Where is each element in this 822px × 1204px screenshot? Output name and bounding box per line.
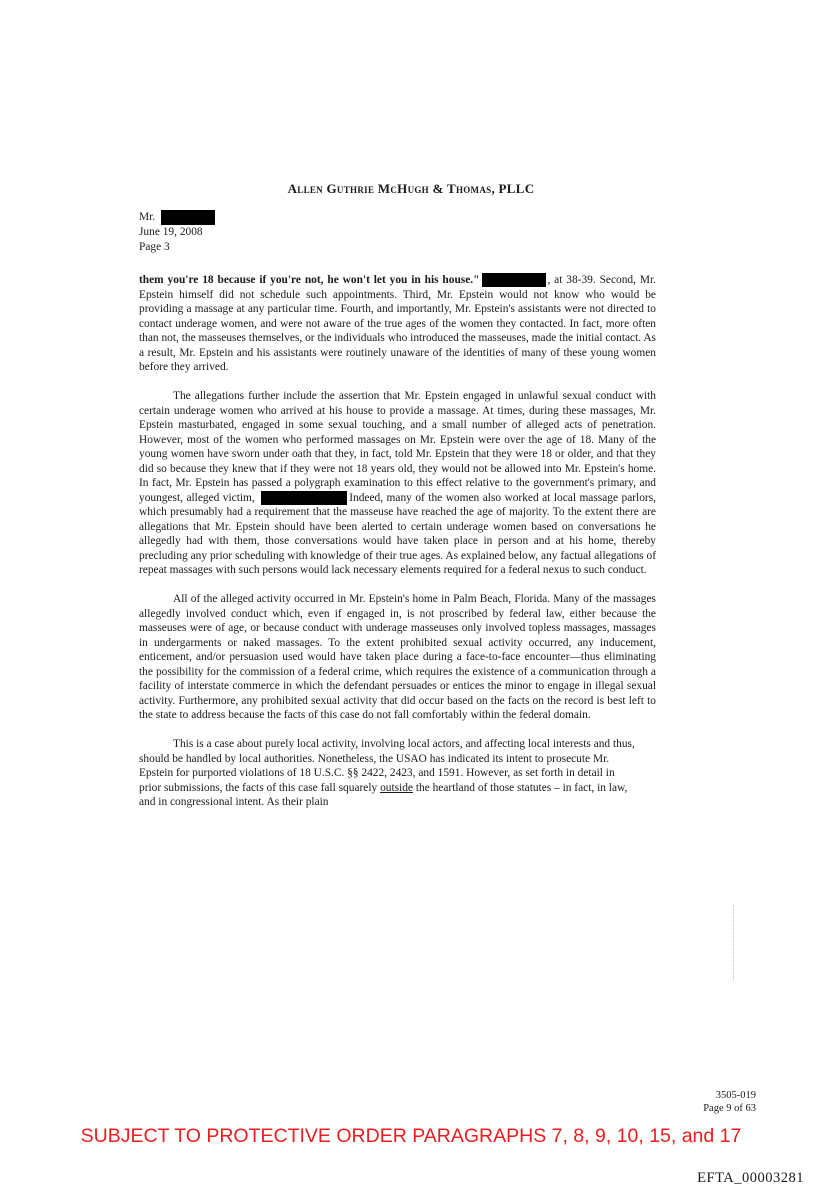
recipient-line xyxy=(139,210,215,225)
redaction-box xyxy=(261,491,347,505)
quoted-statement: them you're 18 because if you're not, he won't let you in his house." xyxy=(139,274,480,286)
paragraph-1-text: Second, Mr. Epstein himself did not schedule such appointments. Third, Mr. Epstein would not know who would be providing a massage at any particular time. Fourth, and importantly, Mr. Epstein's assistants were not directed to contact underage women, and were not aware of the true ages of the women they contacted. In fact, more often than not, the masseuses themselves, or the individuals who introduced the masseuses, made the initial contact. As a result, Mr. Epstein and his assistants were routinely unaware of the identities of many of these young women before they arrived. xyxy=(139,274,656,373)
paragraph-2-text-a: The allegations further include the assertion that Mr. Epstein engaged in unlawful sexual conduct with certain underage women who arrived at his house to provide a massage. At times, during these massages, Mr. Epstein masturbated, engaged in some sexual touching, and a small number of alleged acts of penetration. However, most of the women who performed massages on Mr. Epstein were over the age of 18. Many of the young women have sworn under oath that they, in fact, told Mr. Epstein that they were 18 or older, and that they did so because they knew that if they were not 18 years old, they would not be allowed into Mr. Epstein's home. In fact, Mr. Epstein has passed a polygraph examination to this effect relative to the government's primary, and youngest, alleged victim, xyxy=(139,390,656,504)
protective-order-notice: SUBJECT TO PROTECTIVE ORDER PARAGRAPHS 7, 8, 9, 10, 15, and 17 xyxy=(80,1125,742,1147)
recipient-salutation: Mr. xyxy=(139,211,156,223)
paragraph-4-text-a: This is a case about purely local activity, involving local actors, and affecting local interests and thus, should be handled by local authorities. Nonetheless, the USAO has indicated its intent to prosecute Mr. Epstein for purported violations of 18 U.S.C. §§ 2422, 2423, and 1591. However, as set forth in detail in prior submissions, the facts of this case fall squarely xyxy=(139,738,635,794)
footer-identifiers xyxy=(703,1090,756,1115)
citation: , at 38-39. xyxy=(547,274,596,286)
page-count: Page 9 of 63 xyxy=(703,1102,756,1114)
paragraph-4 xyxy=(139,737,639,810)
underlined-word: outside xyxy=(380,781,413,794)
paragraph-2-text-b: Indeed, many of the women also worked at local massage parlors, which presumably had a requirement that the masseuse have reached the age of majority. To the extent there are allegations that Mr. Epstein should have been alerted to certain underage women based on conversations he allegedly had with them, those conversations would have taken place in person and at his home, thereby precluding any prior scheduling with knowledge of their true ages. As explained below, any factual allegations of repeat massages with such persons would lack necessary elements required for a federal nexus to such conduct. xyxy=(139,491,656,576)
efta-bates-number: EFTA_00003281 xyxy=(697,1170,804,1186)
address-block xyxy=(139,210,215,255)
paragraph-2 xyxy=(139,389,656,578)
letter-date: June 19, 2008 xyxy=(139,226,203,238)
letter-body xyxy=(139,273,656,824)
scan-artifact-line xyxy=(733,905,735,981)
letterhead: Allen Guthrie McHugh & Thomas, PLLC xyxy=(287,181,535,196)
paragraph-3: All of the alleged activity occurred in Mr. Epstein's home in Palm Beach, Florida. Many of the massages allegedly involved conduct which, even if engaged in, is not proscribed by federal law, either because the masseuses were of age, or because conduct with underage masseuses only involved topless massages, massages in undergarments or naked massages. To the extent prohibited sexual activity occurred, any inducement, enticement, and/or persuasion used would have taken place during a face-to-face encounter—thus eliminating the possibility for the commission of a federal crime, which requires the existence of a communication through a facility of interstate commerce in which the defendant persuades or entices the minor to engage in illegal sexual activity. Furthermore, any prohibited sexual activity that did occur based on the facts on the record is best left to the state to address because the facts of this case do not fall comfortably within the federal domain. xyxy=(139,593,656,721)
paragraph-1 xyxy=(139,273,656,375)
paragraph-4-text-b: the heartland of those statutes – in fact, in law, and in congressional intent. As their plain xyxy=(139,781,628,808)
redaction-box xyxy=(161,210,215,225)
redaction-box xyxy=(482,273,546,287)
letter-page: Page 3 xyxy=(139,241,170,253)
document-id: 3505-019 xyxy=(715,1090,756,1101)
